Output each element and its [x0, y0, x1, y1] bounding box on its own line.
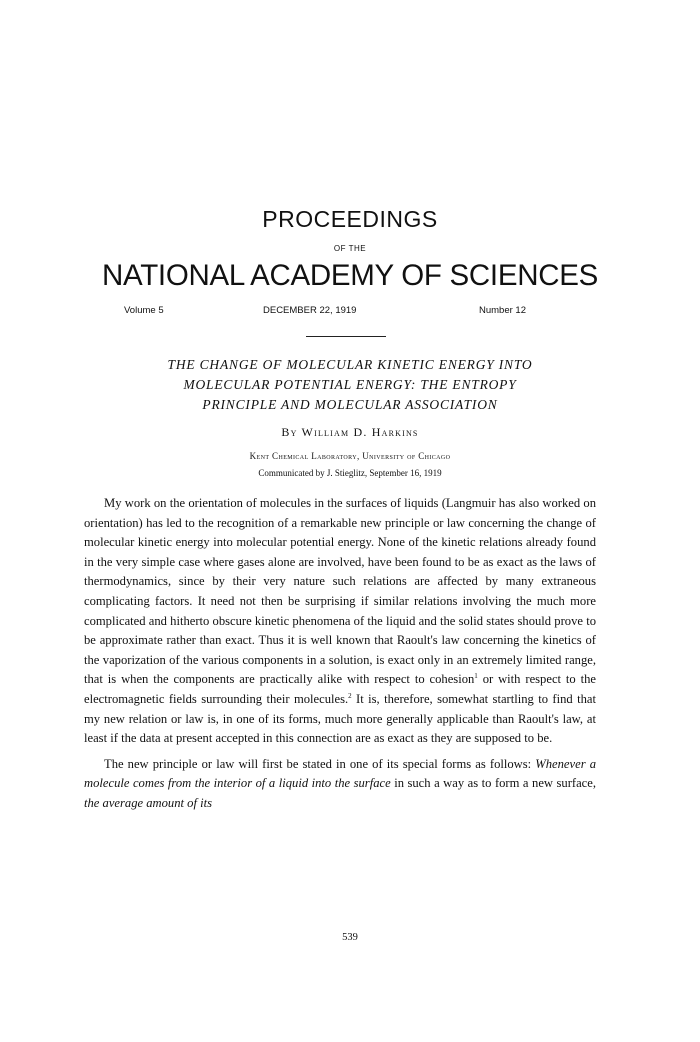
- journal-name: NATIONAL ACADEMY OF SCIENCES: [102, 259, 598, 292]
- footnote-ref-1: 1: [474, 672, 478, 681]
- header-rule: [306, 336, 386, 337]
- page-number: 539: [342, 932, 358, 943]
- body-p2-start: The new principle or law will first be stated in one of its special forms as follows:: [104, 756, 536, 771]
- author-byline: By William D. Harkins: [281, 425, 419, 439]
- journal-of-the: OF THE: [333, 244, 367, 253]
- article-body: [84, 494, 596, 814]
- article-title-line-1: THE CHANGE OF MOLECULAR KINETIC ENERGY INTO: [167, 357, 533, 372]
- article-title-line-2: MOLECULAR POTENTIAL ENERGY: THE ENTROPY: [183, 377, 517, 392]
- journal-proceedings-heading: PROCEEDINGS: [262, 206, 438, 232]
- body-p1-mid: or with respect to the electromagnetic fields surrounding their molecules.: [84, 672, 597, 706]
- body-p2-italic: Whenever a molecule comes from the interior of a liquid into the surface: [84, 756, 596, 791]
- issue-date: DECEMBER 22, 1919: [263, 305, 357, 316]
- volume-label: Volume 5: [124, 305, 164, 316]
- body-p2-mid: in such a way as to form a new surface,: [390, 776, 597, 791]
- body-paragraph-2: [84, 755, 596, 814]
- body-paragraph-1: [84, 494, 596, 749]
- author-affiliation: Kent Chemical Laboratory, University of Chicago: [249, 451, 451, 461]
- issue-number: Number 12: [479, 305, 526, 316]
- body-p1-text: My work on the orientation of molecules in the surfaces of liquids (Langmuir has also worked on orientation) has led to the recognition of a remarkable new principle or law concerning the change of molecular kinetic energy into molecular potential energy. None of the kinetic relations already found in the very simple case where gases alone are involved, have been found to be as exact as the laws of thermodynamics, since by their very nature such relations are affected by many extraneous complicating factors. It need not then be surprising if similar relations involving the much more complicated and hitherto obscure kinetic phenomena of the liquid and the solid states should prove to be approximate rather than exact. Thus it is well known that Raoult's law concerning the kinetics of the vaporization of the various components in a solution, is exact only in an extremely limited range, that is when the components are practically alike with respect to cohesion: [84, 496, 596, 687]
- body-p1-end: It is, therefore, somewhat startling to find that my new relation or law is, in one of its forms, much more generally applicable than Raoult's law, at least if the data at present accepted in this connection are as exact as they are supposed to be.: [84, 691, 597, 746]
- article-title-line-3: PRINCIPLE AND MOLECULAR ASSOCIATION: [202, 397, 498, 412]
- body-p2-italic-2: the average amount of its: [84, 795, 213, 810]
- footnote-ref-2: 2: [348, 691, 352, 700]
- communicated-by: Communicated by J. Stieglitz, September 16, 1919: [258, 468, 442, 478]
